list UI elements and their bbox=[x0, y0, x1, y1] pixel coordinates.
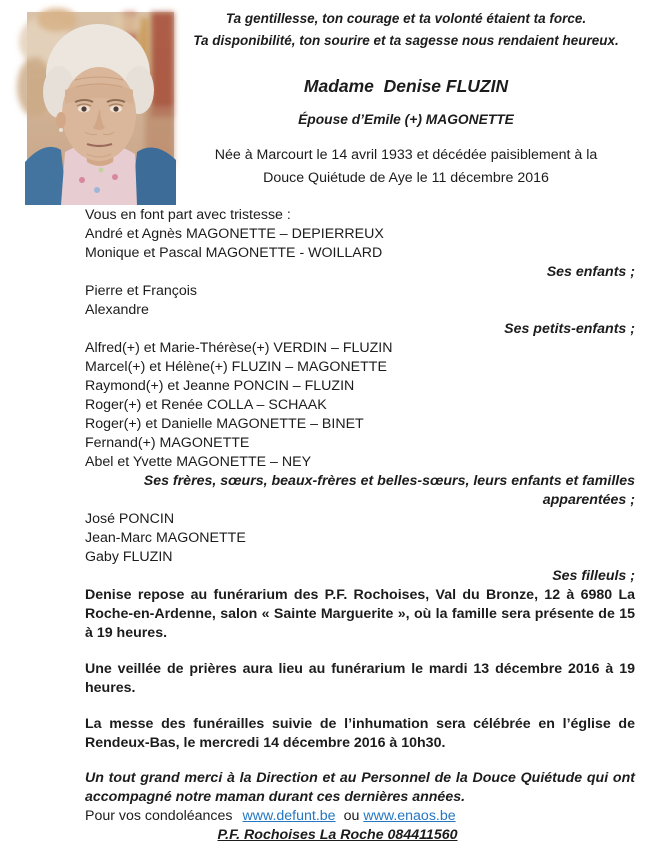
family-member: Pierre et François bbox=[85, 283, 197, 299]
family-member: André et Agnès MAGONETTE – DEPIERREUX bbox=[85, 226, 384, 242]
family-member: Abel et Yvette MAGONETTE – NEY bbox=[85, 454, 312, 470]
family-member: Roger(+) et Renée COLLA – SCHAAK bbox=[85, 397, 327, 413]
vigil-paragraph: Une veillée de prières aura lieu au funérarium le mardi 13 décembre 2016 à 19 heures. bbox=[85, 661, 635, 696]
family-member: Gaby FLUZIN bbox=[85, 549, 173, 565]
defunt-link[interactable]: www.defunt.be bbox=[242, 808, 336, 824]
spouse-line: Épouse d’Emile (+) MAGONETTE bbox=[298, 112, 514, 127]
memorial-quote-line1: Ta gentillesse, ton courage et ta volonté étaient ta force. bbox=[225, 11, 587, 26]
siblings-label: Ses frères, sœurs, beaux-frères et belles-sœurs, leurs enfants et familles apparentées ; bbox=[143, 473, 635, 508]
portrait-photo-image bbox=[27, 12, 174, 205]
birth-death-line2: Douce Quiétude de Aye le 11 décembre 2016 bbox=[263, 170, 549, 186]
funeral-home-footer-text: P.F. Rochoises La Roche 084411560 bbox=[217, 827, 458, 843]
family-member: Monique et Pascal MAGONETTE - WOILLARD bbox=[85, 245, 383, 261]
family-member: Raymond(+) et Jeanne PONCIN – FLUZIN bbox=[85, 378, 355, 394]
link-separator: ou bbox=[343, 808, 360, 824]
birth-death-info bbox=[180, 144, 632, 190]
mass-paragraph: La messe des funérailles suivie de l’inhumation sera célébrée en l’église de Rendeux-Bas, le mercredi 14 décembre 2016 à 10h30. bbox=[85, 716, 635, 751]
portrait-photo bbox=[27, 12, 174, 205]
announcement-body bbox=[85, 206, 635, 845]
family-member: Marcel(+) et Hélène(+) FLUZIN – MAGONETTE bbox=[85, 359, 387, 375]
birth-death-line1: Née à Marcourt le 14 avril 1933 et décédée paisiblement à la bbox=[214, 147, 598, 163]
repose-paragraph: Denise repose au funérarium des P.F. Rochoises, Val du Bronze, 12 à 6980 La Roche-en-Ardenne, salon « Sainte Marguerite », où la famille sera présente de 15 à 19 heures. bbox=[85, 587, 635, 641]
family-member: Jean-Marc MAGONETTE bbox=[85, 530, 246, 546]
family-member: Alfred(+) et Marie-Thérèse(+) VERDIN – FLUZIN bbox=[85, 340, 393, 356]
funeral-home-footer bbox=[85, 826, 635, 845]
deceased-name-title: Madame Denise FLUZIN bbox=[303, 76, 509, 96]
children-label: Ses enfants ; bbox=[546, 264, 635, 280]
intro-line: Vous en font part avec tristesse : bbox=[85, 207, 291, 223]
memorial-quote-line2: Ta disponibilité, ton sourire et ta sagesse nous rendaient heureux. bbox=[193, 33, 619, 48]
condolences-line bbox=[85, 807, 635, 826]
enaos-link[interactable]: www.enaos.be bbox=[363, 808, 456, 824]
godchildren-label: Ses filleuls ; bbox=[552, 568, 635, 584]
family-member: José PONCIN bbox=[85, 511, 175, 527]
grandchildren-label: Ses petits-enfants ; bbox=[504, 321, 635, 337]
family-member: Alexandre bbox=[85, 302, 149, 318]
family-member: Fernand(+) MAGONETTE bbox=[85, 435, 250, 451]
header-block bbox=[180, 8, 632, 190]
condolences-prefix: Pour vos condoléances bbox=[85, 808, 233, 824]
family-member: Roger(+) et Danielle MAGONETTE – BINET bbox=[85, 416, 364, 432]
thanks-paragraph: Un tout grand merci à la Direction et au Personnel de la Douce Quiétude qui ont accompagné notre maman durant ces dernières années. bbox=[85, 770, 635, 805]
